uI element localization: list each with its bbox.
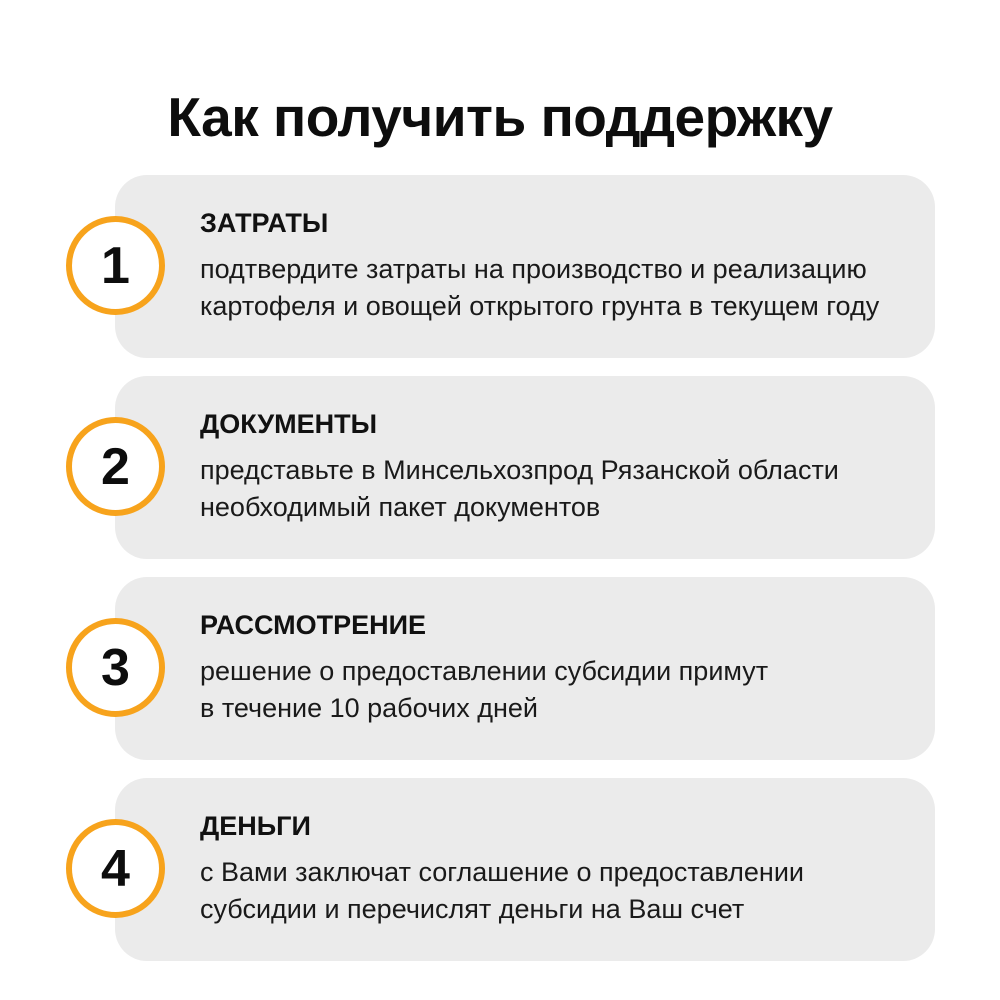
step-number: 1: [101, 236, 130, 295]
step-description-line: подтвердите затраты на производство и реализацию: [200, 254, 867, 284]
step-description-line: субсидии и перечислят деньги на Ваш счет: [200, 894, 745, 924]
step-heading: ДЕНЬГИ: [200, 811, 311, 841]
step-number: 2: [101, 437, 130, 496]
step-number-badge: [66, 417, 165, 516]
step-item: [0, 175, 1000, 358]
page-title: Как получить поддержку: [167, 86, 833, 148]
step-number-badge: [66, 819, 165, 918]
step-item: [0, 577, 1000, 760]
step-heading: РАССМОТРЕНИЕ: [200, 610, 427, 640]
step-description: [200, 653, 920, 727]
step-heading: ЗАТРАТЫ: [200, 208, 329, 238]
step-description: [200, 251, 920, 325]
step-number-badge: [66, 618, 165, 717]
step-number: 3: [101, 638, 130, 697]
step-heading: ДОКУМЕНТЫ: [200, 409, 378, 439]
step-description: [200, 854, 920, 928]
step-number: 4: [101, 839, 130, 898]
step-description-line: с Вами заключат соглашение о предоставлении: [200, 857, 804, 887]
step-description-line: в течение 10 рабочих дней: [200, 693, 538, 723]
step-description-line: решение о предоставлении субсидии примут: [200, 656, 769, 686]
step-item: [0, 778, 1000, 961]
step-description: [200, 452, 920, 526]
step-number-badge: [66, 216, 165, 315]
step-item: [0, 376, 1000, 559]
step-description-line: представьте в Минсельхозпрод Рязанской области: [200, 455, 839, 485]
step-description-line: необходимый пакет документов: [200, 492, 601, 522]
step-description-line: картофеля и овощей открытого грунта в текущем году: [200, 291, 880, 321]
